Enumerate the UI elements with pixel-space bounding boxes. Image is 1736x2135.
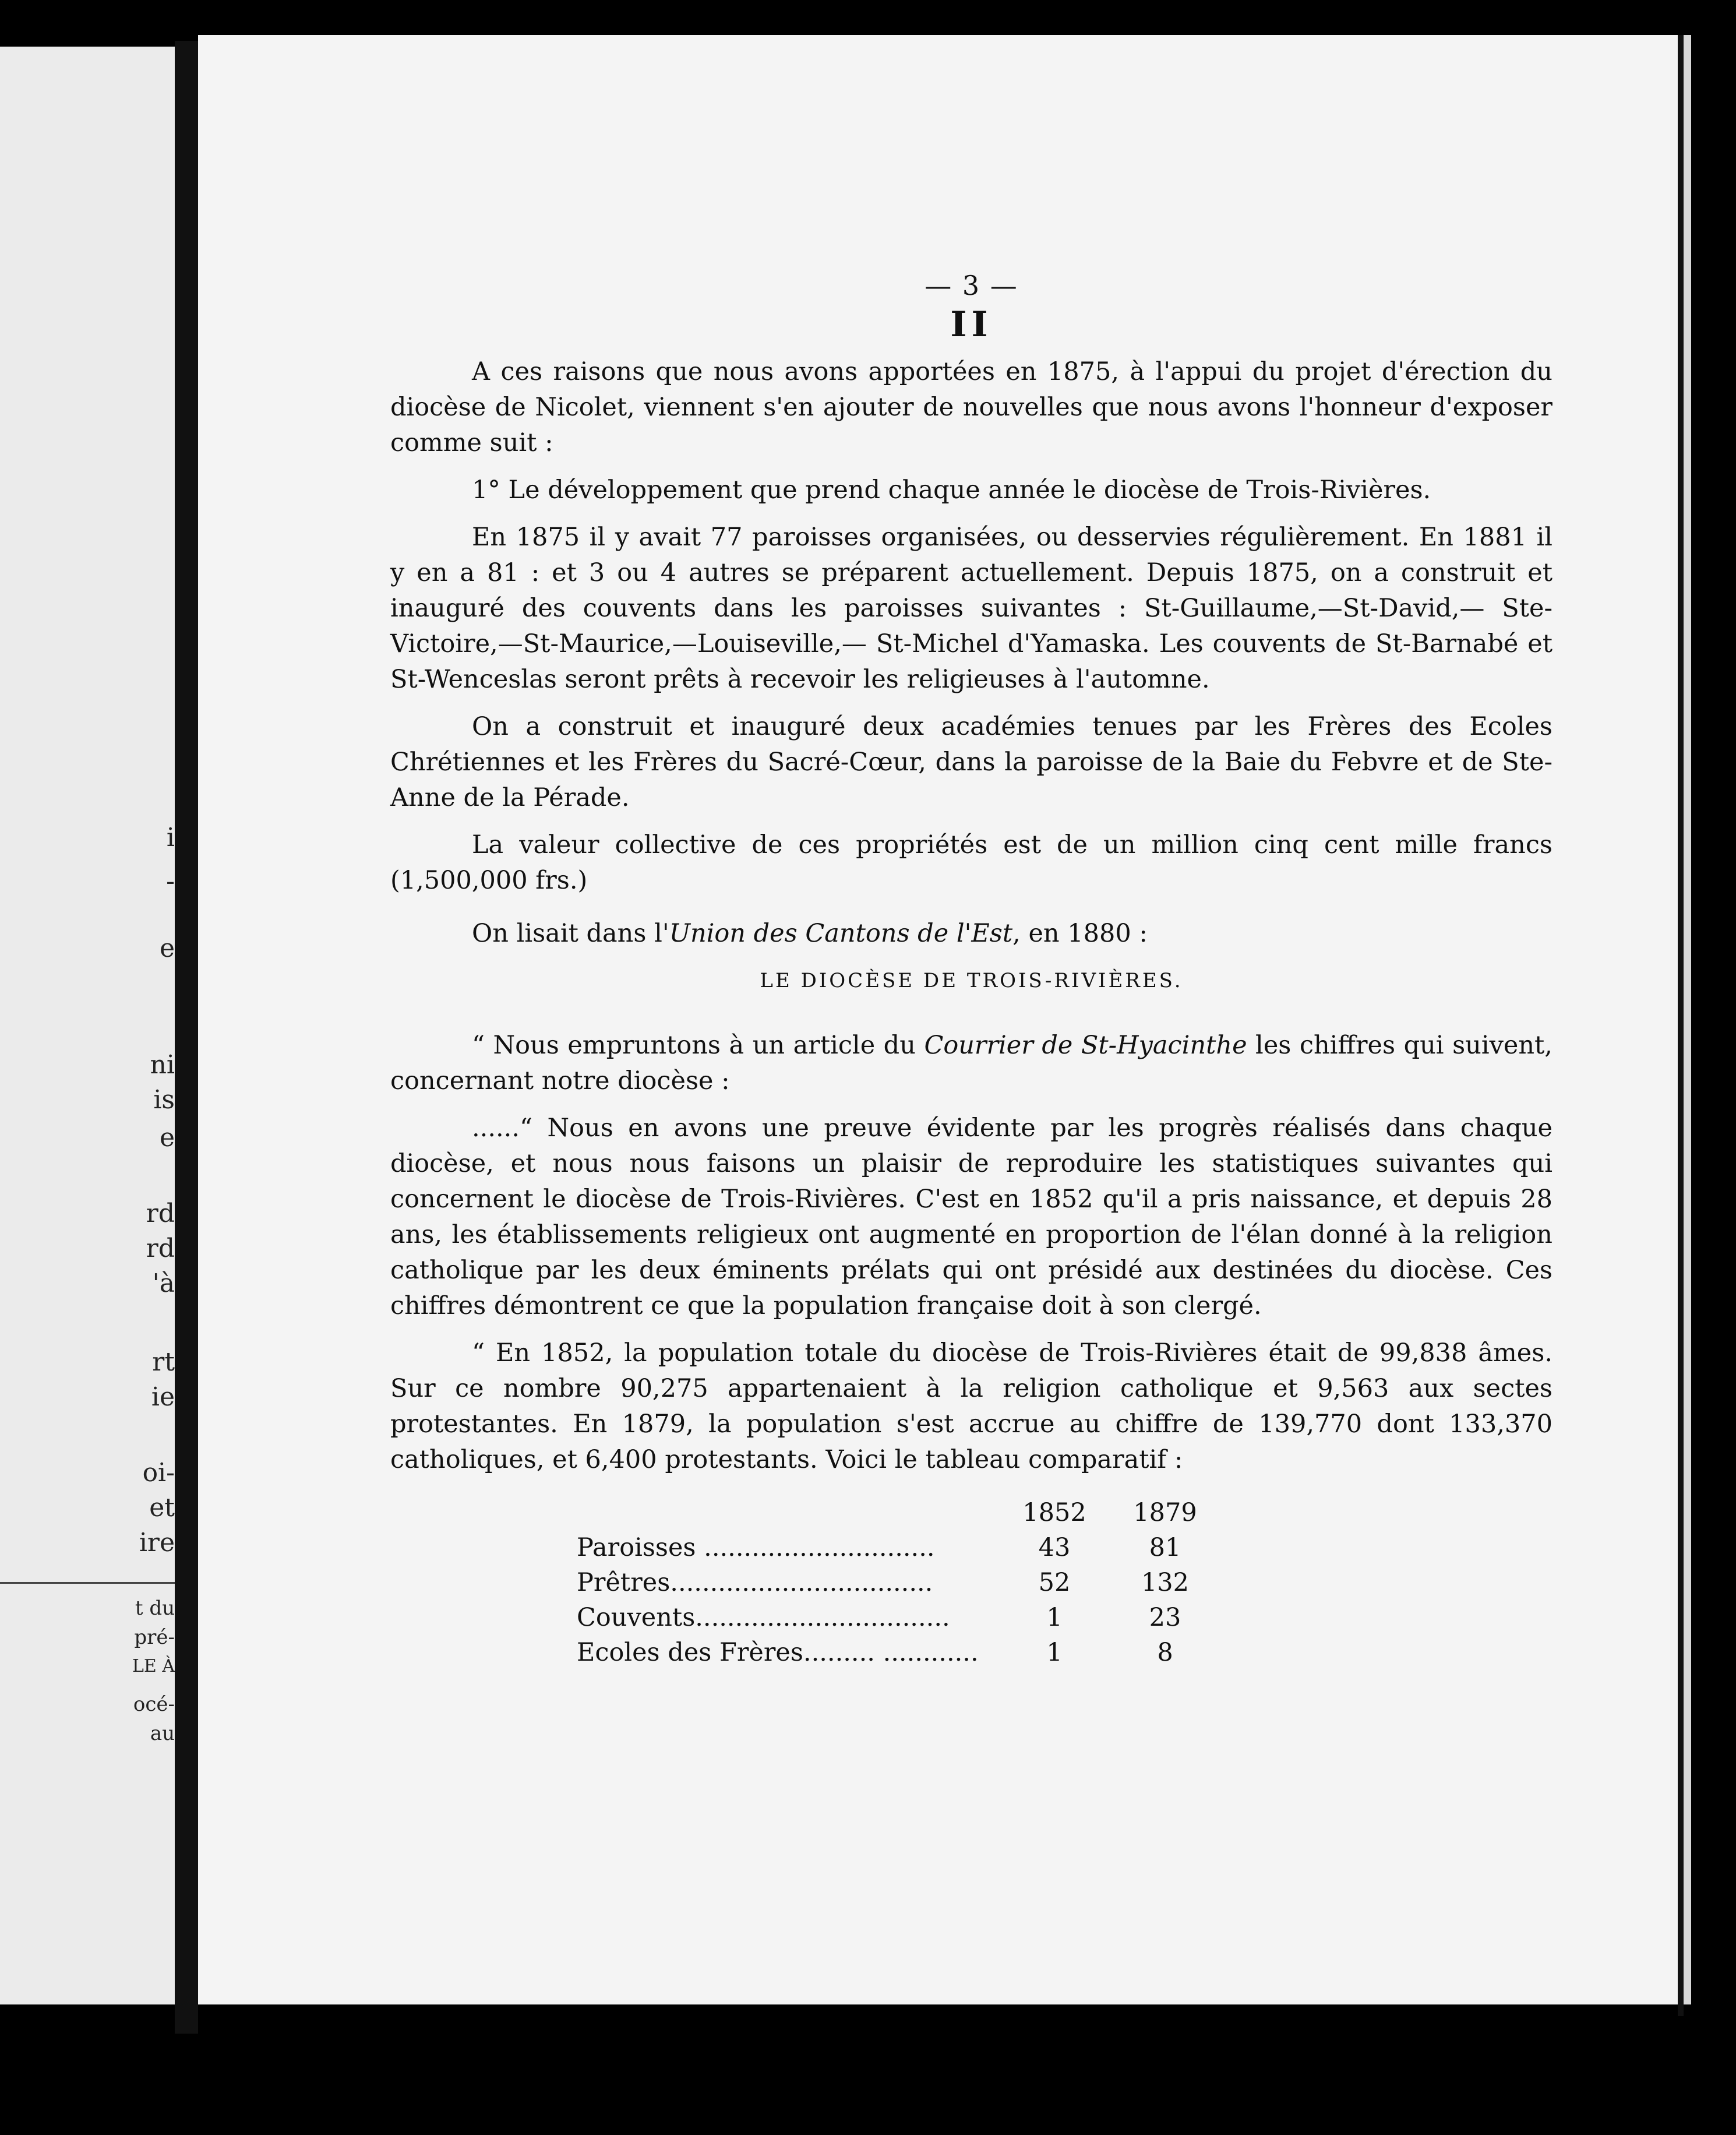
table-row bbox=[577, 1530, 1223, 1565]
table-header-row bbox=[577, 1495, 1223, 1530]
table-cell: 1 bbox=[1046, 1603, 1063, 1632]
margin-rule bbox=[0, 1582, 175, 1584]
page-text bbox=[390, 268, 1552, 1670]
page-number: — 3 — bbox=[925, 270, 1018, 301]
paragraph bbox=[390, 1028, 1552, 1099]
margin-fragment: au bbox=[150, 1722, 175, 1745]
margin-fragment: rd bbox=[146, 1199, 175, 1228]
margin-fragment: pré- bbox=[134, 1626, 175, 1649]
table-row bbox=[577, 1565, 1223, 1600]
column-header: 1879 bbox=[1133, 1498, 1197, 1527]
table-cell: 132 bbox=[1141, 1568, 1190, 1597]
margin-fragment: LE À bbox=[132, 1656, 175, 1676]
paragraph: On a construit et inauguré deux académies tenues par les Frères des Ecoles Chrétiennes et les Frères du Sacré-Cœur, dans la paroisse de la Baie du Febvre et de Ste-Anne de la Pérade. bbox=[390, 712, 1552, 812]
margin-fragment: ire bbox=[139, 1528, 175, 1558]
margin-fragment: rd bbox=[146, 1234, 175, 1263]
document-page bbox=[198, 35, 1691, 2004]
paragraph: A ces raisons que nous avons apportées en 1875, à l'appui du projet d'érection du diocèse de Nicolet, viennent s'en ajouter de nouvelles que nous avons l'honneur d'exposer comme suit : bbox=[390, 357, 1552, 457]
page-edge bbox=[1678, 35, 1684, 2016]
table-corner bbox=[577, 1495, 1002, 1530]
margin-fragment: et bbox=[149, 1493, 175, 1523]
table-cell: 43 bbox=[1038, 1533, 1071, 1562]
section-number: II bbox=[950, 304, 993, 345]
margin-fragment: oi- bbox=[142, 1458, 175, 1488]
row-label: Couvents................................ bbox=[577, 1603, 950, 1632]
margin-fragment: t du bbox=[135, 1597, 175, 1620]
margin-fragment: rt bbox=[152, 1347, 175, 1377]
paragraph: La valeur collective de ces propriétés est de un million cinq cent mille francs (1,500,000 frs.) bbox=[390, 830, 1552, 895]
margin-fragment: ie bbox=[151, 1382, 175, 1412]
margin-fragment: océ- bbox=[133, 1693, 175, 1716]
comparison-table bbox=[577, 1495, 1223, 1670]
column-header: 1852 bbox=[1022, 1498, 1086, 1527]
margin-fragment: - bbox=[166, 866, 175, 896]
text-run: , en 1880 : bbox=[1012, 919, 1148, 948]
paragraph: “ En 1852, la population totale du diocèse de Trois-Rivières était de 99,838 âmes. Sur ce nombre 90,275 appartenaient à la religion catholique et 9,563 aux sectes protestantes. En 1879, la population s'est accrue au chiffre de 139,770 dont 133,370 catholiques, et 6,400 protestants. Voici le tableau comparatif : bbox=[390, 1338, 1552, 1474]
table-cell: 52 bbox=[1038, 1568, 1071, 1597]
text-run: On lisait dans l' bbox=[472, 919, 669, 948]
table-cell: 8 bbox=[1157, 1638, 1173, 1667]
table-row bbox=[577, 1635, 1223, 1670]
table-cell: 1 bbox=[1046, 1638, 1063, 1667]
book-gutter bbox=[175, 41, 198, 2034]
margin-fragment: is bbox=[153, 1085, 175, 1115]
left-page-edge bbox=[0, 47, 181, 2004]
paragraph: ......“ Nous en avons une preuve évidente par les progrès réalisés dans chaque diocèse, et nous nous faisons un plaisir de reproduire les statistiques suivantes qui concernent le diocèse de Trois-Rivières. C'est en 1852 qu'il a pris naissance, et depuis 28 ans, les établissements religieux ont augmenté en proportion de l'élan donné à la religion catholique par les deux éminents prélats qui ont présidé aux destinées du diocèse. Ces chiffres démontrent ce que la population française doit à son clergé. bbox=[390, 1114, 1552, 1320]
paragraph: En 1875 il y avait 77 paroisses organisées, ou desservies régulièrement. En 1881 il y en a 81 : et 3 ou 4 autres se préparent actuellement. Depuis 1875, on a construit et inauguré des couvents dans les paroisses suivantes : St-Guillaume,—St-David,— Ste-Victoire,—St-Maurice,—Louiseville,— St-Michel d'Yamaska. Les couvents de St-Barnabé et St-Wenceslas seront prêts à recevoir les religieuses à l'automne. bbox=[390, 523, 1552, 694]
margin-fragment: e bbox=[159, 1123, 175, 1153]
text-run: les chiffres qui suivent, concernant notre diocèse : bbox=[390, 1031, 1552, 1095]
margin-fragment: i bbox=[166, 823, 175, 852]
paragraph: 1° Le développement que prend chaque année le diocèse de Trois-Rivières. bbox=[472, 475, 1431, 505]
row-label: Prêtres................................. bbox=[577, 1568, 933, 1597]
margin-fragment: 'à bbox=[152, 1269, 175, 1298]
margin-fragment: ni bbox=[150, 1050, 175, 1080]
row-label: Paroisses ............................. bbox=[577, 1533, 935, 1562]
table-cell: 81 bbox=[1149, 1533, 1181, 1562]
newspaper-title: Courrier de St-Hyacinthe bbox=[924, 1031, 1247, 1060]
table-row bbox=[577, 1600, 1223, 1635]
newspaper-title: Union des Cantons de l'Est bbox=[669, 919, 1013, 948]
row-label: Ecoles des Frères......... ............ bbox=[577, 1638, 979, 1667]
table-cell: 23 bbox=[1149, 1603, 1181, 1632]
text-run: “ Nous empruntons à un article du bbox=[472, 1031, 925, 1060]
margin-fragment: e bbox=[159, 933, 175, 963]
quote-heading: LE DIOCÈSE DE TROIS-RIVIÈRES. bbox=[760, 969, 1183, 992]
paragraph bbox=[390, 916, 1552, 952]
